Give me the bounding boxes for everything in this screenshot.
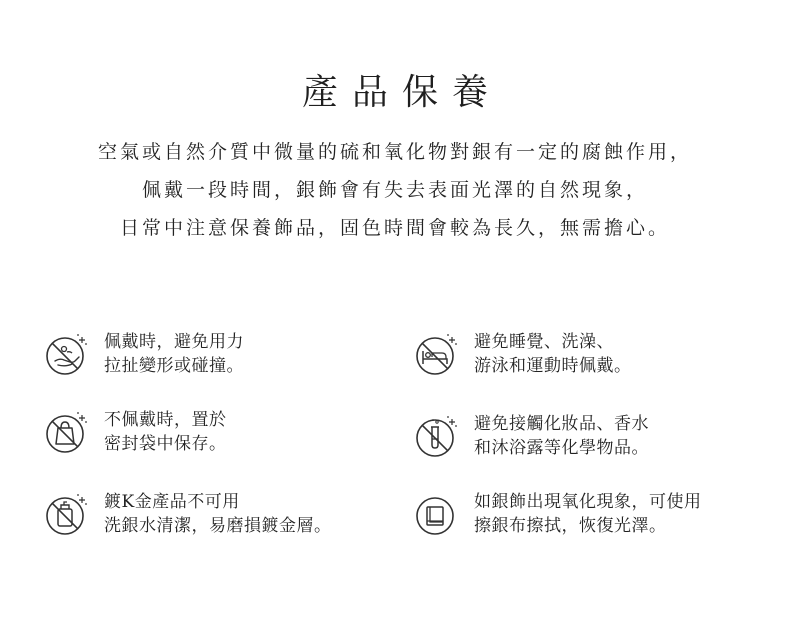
care-item-no-silver-cleaner (44, 490, 332, 538)
care-item-line: 密封袋中保存。 (104, 434, 227, 454)
care-item-text (474, 330, 632, 378)
care-item-line: 洗銀水清潔，易磨損鍍金層。 (104, 516, 332, 536)
page-title: 產品保養 (301, 72, 502, 114)
care-item-line: 佩戴時，避免用力 (104, 332, 244, 352)
no-sleep-bath-icon (414, 331, 460, 377)
care-item-line: 擦銀布擦拭，恢復光澤。 (474, 516, 667, 536)
care-item-line: 避免接觸化妝品、香水 (474, 414, 649, 434)
intro-line: 佩戴一段時間，銀飾會有失去表面光澤的自然現象， (141, 179, 648, 201)
intro-paragraph (0, 133, 790, 247)
care-item-line: 避免睡覺、洗澡、 (474, 332, 614, 352)
intro-line: 日常中注意保養飾品，固色時間會較為長久，無需擔心。 (119, 217, 670, 239)
care-item-text (474, 490, 702, 538)
care-item-line: 拉扯變形或碰撞。 (104, 356, 244, 376)
care-item-text (104, 408, 227, 456)
care-item-no-exertion (44, 330, 244, 378)
polishing-cloth-icon (414, 491, 460, 537)
care-item-line: 如銀飾出現氧化現象，可使用 (474, 492, 702, 512)
care-item-line: 不佩戴時，置於 (104, 410, 227, 430)
care-item-line: 游泳和運動時佩戴。 (474, 356, 632, 376)
no-exertion-icon (44, 331, 90, 377)
intro-line: 空氣或自然介質中微量的硫和氧化物對銀有一定的腐蝕作用， (97, 141, 692, 163)
no-chemicals-icon (414, 413, 460, 459)
care-item-sealed-bag (44, 408, 227, 456)
sealed-bag-icon (44, 409, 90, 455)
care-item-polishing-cloth (414, 490, 702, 538)
care-item-no-sleep-bath (414, 330, 632, 378)
care-item-text (474, 412, 649, 460)
care-item-line: 和沐浴露等化學物品。 (474, 438, 649, 458)
care-item-no-chemicals (414, 412, 649, 460)
care-item-line: 鍍K金產品不可用 (104, 492, 240, 512)
no-silver-cleaner-icon (44, 491, 90, 537)
care-item-text (104, 490, 332, 538)
care-item-text (104, 330, 244, 378)
